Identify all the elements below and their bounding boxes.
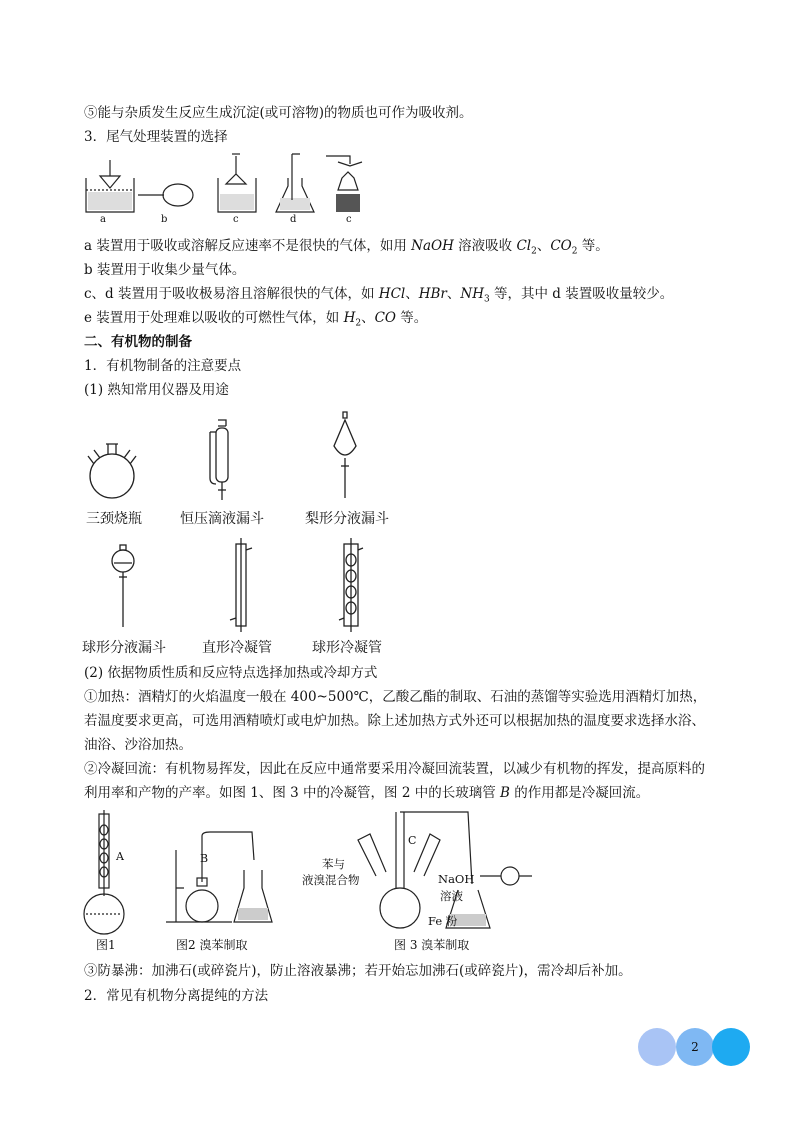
fig2-caption: 图2 溴苯制取 (176, 938, 248, 952)
page-decor-circle-right (712, 1028, 750, 1066)
three-neck-flask-drawing (84, 436, 144, 504)
fig3-naoh-label: NaOH (438, 872, 475, 886)
ball-funnel-drawing (108, 543, 138, 629)
page-number: 2 (691, 1040, 699, 1054)
straight-condenser-label: 直形冷凝管 (202, 640, 272, 656)
pressure-funnel-drawing (204, 418, 244, 506)
fig3-caption: 图 3 溴苯制取 (394, 938, 470, 952)
subsection-1: 1．有机物制备的注意要点 (84, 358, 242, 374)
pear-separatory-funnel-label: 梨形分液漏斗 (305, 511, 389, 527)
reflux-paragraph: ②冷凝回流：有机物易挥发，因此在反应中通常要采用冷凝回流装置，以减少有机物的挥发，提高原料的利用率和产物的产率。如图 1、图 3 中的冷凝管，图 2 中的长玻璃管 B 的作用都是冷凝回流。 (84, 761, 705, 801)
pressure-equalizing-funnel-label: 恒压滴液漏斗 (180, 511, 264, 527)
fig1-label-a: A (116, 850, 124, 863)
subsection-1-2: (2) 依据物质性质和反应特点选择加热或冷却方式 (84, 665, 378, 681)
three-neck-flask-label: 三颈烧瓶 (86, 511, 142, 527)
fig1-caption: 图1 (96, 938, 116, 952)
straight-condenser-drawing (228, 536, 254, 634)
heating-paragraph: ①加热：酒精灯的火焰温度一般在 400~500℃，乙酸乙酯的制取、石油的蒸馏等实验选用酒精灯加热，若温度要求更高，可选用酒精喷灯或电炉加热。除上述加热方式外还可以根据加热的温度要求选择水浴、油浴、沙浴加热。 (84, 689, 707, 753)
label-a: a (100, 214, 106, 225)
fig3-label-c: C (408, 834, 417, 847)
b-apparatus-use: b 装置用于收集少量气体。 (84, 262, 246, 278)
ball-condenser-label: 球形冷凝管 (312, 640, 382, 656)
fig2-label-b: B (200, 852, 209, 865)
e-apparatus-use: e 装置用于处理难以吸收的可燃性气体，如 $H_2$、CO 等。 (84, 310, 428, 329)
subsection-2: 2．常见有机物分离提纯的方法 (84, 988, 269, 1004)
exhaust-apparatus-figure (80, 150, 370, 230)
fig3-solution-label: 溶液 (440, 889, 463, 903)
label-e: c (346, 214, 352, 225)
label-d: d (290, 214, 297, 225)
pear-funnel-drawing (330, 408, 360, 500)
cd-apparatus-use: c、d 装置用于吸收极易溶且溶解很快的气体，如 HCl、HBr、$NH_3$ 等，其中 d 装置吸收量较少。 (84, 286, 674, 305)
a-apparatus-use: a 装置用于吸收或溶解反应速率不是很快的气体，如用 NaOH 溶液吸收 $Cl_2$、$CO_2$ 等。 (84, 238, 609, 257)
ball-separatory-funnel-label: 球形分液漏斗 (82, 640, 166, 656)
absorbent-note: ⑤能与杂质发生反应生成沉淀(或可溶物)的物质也可作为吸收剂。 (84, 105, 473, 121)
fig3-fe-label: Fe 粉 (428, 914, 458, 928)
label-b: b (161, 214, 168, 225)
fig3-mix-label-2: 液溴混合物 (302, 873, 360, 887)
ball-condenser-drawing (338, 536, 364, 634)
subsection-1-1: (1) 熟知常用仪器及用途 (84, 382, 229, 398)
page-decor-circle-left (638, 1028, 676, 1066)
anti-bumping-note: ③防暴沸：加沸石(或碎瓷片)，防止溶液暴沸；若开始忘加沸石(或碎瓷片)，需冷却后补加。 (84, 963, 632, 979)
section-title-exhaust: 3．尾气处理装置的选择 (84, 129, 228, 145)
label-c: c (233, 214, 239, 225)
fig3-mix-label-1: 苯与 (322, 857, 345, 871)
section-heading-organic: 二、有机物的制备 (84, 334, 192, 350)
